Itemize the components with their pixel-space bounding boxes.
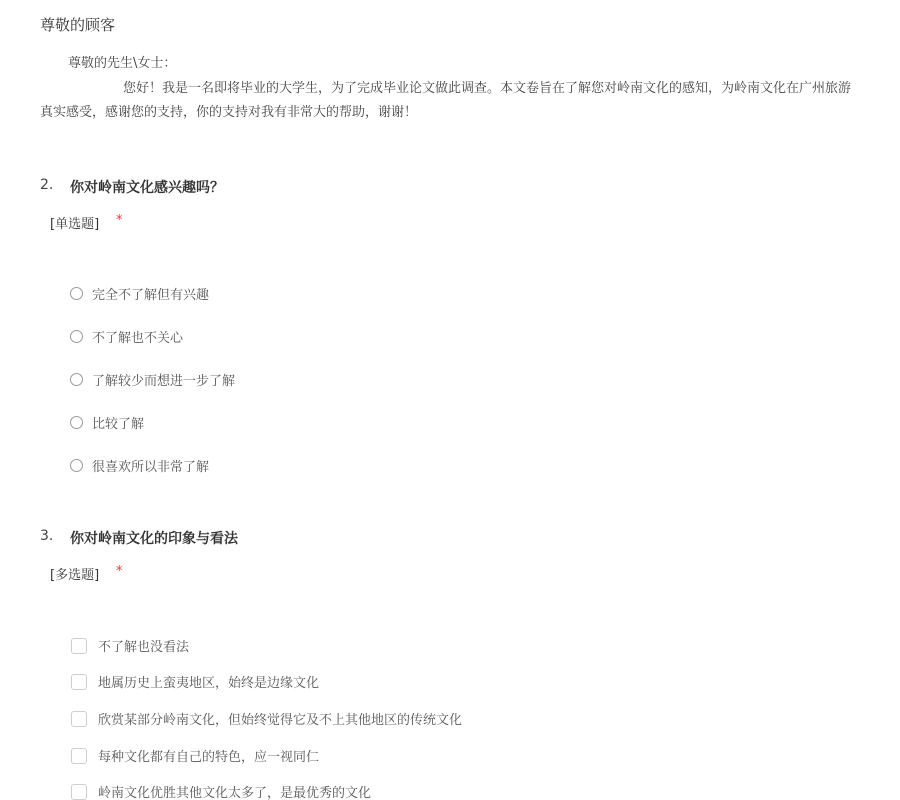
- required-mark: *: [116, 213, 123, 228]
- radio-option[interactable]: [70, 327, 183, 346]
- radio-option[interactable]: [70, 413, 144, 432]
- required-mark: *: [116, 564, 123, 579]
- radio-button[interactable]: [70, 373, 83, 386]
- option-label: 完全不了解但有兴趣: [92, 288, 210, 303]
- option-label: 不了解也不关心: [92, 331, 184, 346]
- checkbox[interactable]: [71, 748, 87, 764]
- radio-button[interactable]: [70, 287, 83, 300]
- checkbox-option[interactable]: [71, 782, 371, 800]
- option-label: 地属历史上蛮夷地区，始终是边缘文化: [98, 676, 320, 691]
- checkbox-option[interactable]: [71, 636, 189, 655]
- question-type-label: [单选题]: [50, 217, 100, 232]
- option-label: 很喜欢所以非常了解: [92, 460, 210, 475]
- option-label: 岭南文化优胜其他文化太多了，是最优秀的文化: [98, 786, 372, 800]
- radio-button[interactable]: [70, 330, 83, 343]
- checkbox-option[interactable]: [71, 709, 462, 728]
- question-title: 你对岭南文化感兴趣吗？: [70, 180, 224, 196]
- intro-paragraph-line-2: 真实感受，感谢您的支持，你的支持对我有非常大的帮助，谢谢！: [40, 105, 418, 120]
- intro-greeting: 尊敬的先生\女士：: [68, 56, 177, 71]
- checkbox[interactable]: [71, 638, 87, 654]
- question-number: 2.: [40, 177, 54, 193]
- checkbox-option[interactable]: [71, 672, 319, 691]
- radio-button[interactable]: [70, 459, 83, 472]
- radio-option[interactable]: [70, 456, 209, 475]
- radio-option[interactable]: [70, 284, 209, 303]
- option-label: 比较了解: [92, 417, 145, 432]
- radio-button[interactable]: [70, 416, 83, 429]
- intro-paragraph-line-1: 您好！我是一名即将毕业的大学生，为了完成毕业论文做此调查。本文卷旨在了解您对岭南文化的感知，为岭南文化在广州旅游: [123, 81, 852, 96]
- question-number: 3.: [40, 528, 54, 544]
- question-type-label: [多选题]: [50, 568, 100, 583]
- option-label: 了解较少而想进一步了解: [92, 374, 236, 389]
- checkbox[interactable]: [71, 674, 87, 690]
- option-label: 每种文化都有自己的特色，应一视同仁: [98, 750, 320, 765]
- question-title: 你对岭南文化的印象与看法: [70, 531, 238, 547]
- intro-title: 尊敬的顾客: [40, 16, 116, 34]
- checkbox[interactable]: [71, 784, 87, 800]
- option-label: 欣赏某部分岭南文化，但始终觉得它及不上其他地区的传统文化: [98, 713, 463, 728]
- checkbox-option[interactable]: [71, 746, 319, 765]
- radio-option[interactable]: [70, 370, 235, 389]
- option-label: 不了解也没看法: [98, 640, 190, 655]
- checkbox[interactable]: [71, 711, 87, 727]
